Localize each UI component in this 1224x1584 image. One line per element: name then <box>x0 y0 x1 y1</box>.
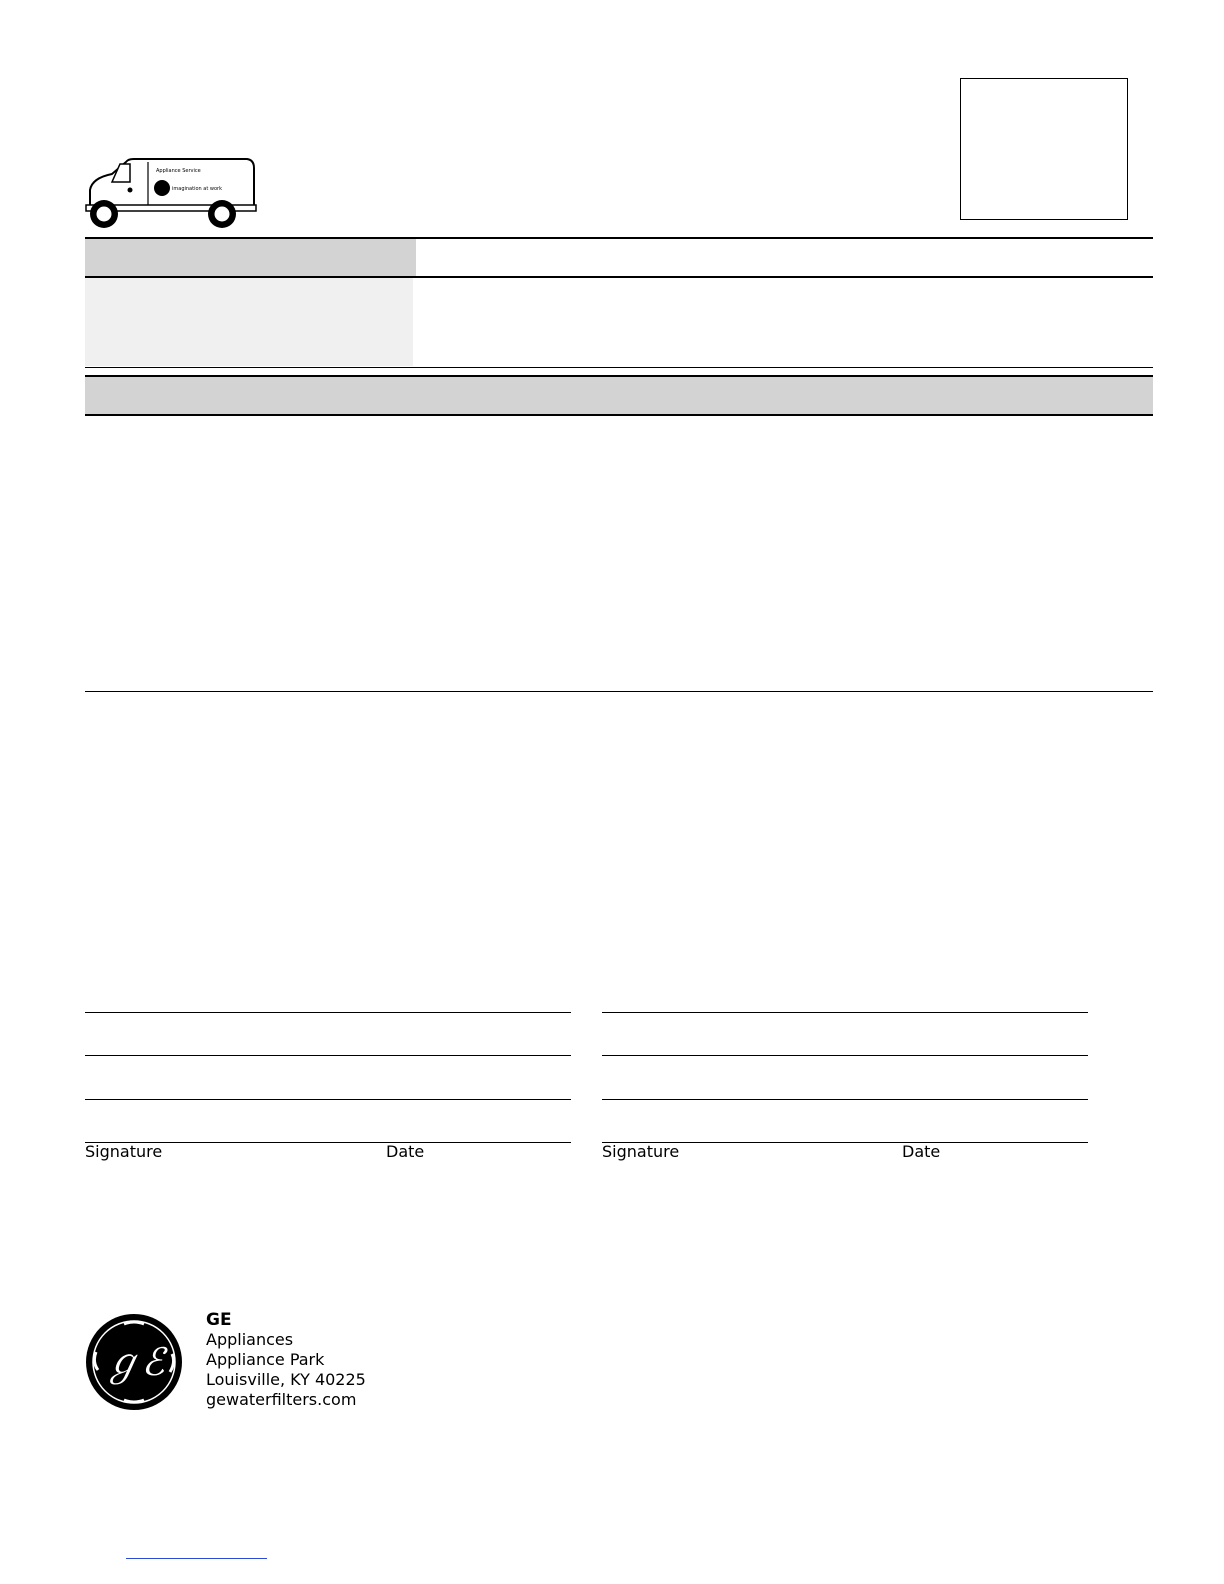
section-rule-bottom <box>85 414 1153 416</box>
left-line-2 <box>85 1055 571 1056</box>
right-line-2 <box>602 1055 1088 1056</box>
section-rule-thin <box>85 367 1153 368</box>
right-signature-label: Signature <box>602 1142 680 1161</box>
ge-logo-icon <box>84 1312 184 1412</box>
info-band-label <box>85 278 413 366</box>
left-line-1 <box>85 1012 571 1013</box>
content-divider <box>85 691 1153 692</box>
footer-company: GE <box>206 1310 232 1330</box>
right-date-label: Date <box>902 1142 941 1161</box>
left-signature-label: Signature <box>85 1142 163 1161</box>
right-line-3 <box>602 1099 1088 1100</box>
footer-address-line1: Appliance Park <box>206 1350 325 1369</box>
service-van-icon <box>82 150 262 234</box>
van-side-text: Appliance Service <box>156 168 201 174</box>
left-date-label: Date <box>386 1142 425 1161</box>
footer-division: Appliances <box>206 1330 294 1349</box>
bottom-link-underline[interactable] <box>126 1558 267 1559</box>
footer-address-line2: Louisville, KY 40225 <box>206 1370 366 1389</box>
left-line-3 <box>85 1099 571 1100</box>
svg-text:ℊℰ: ℊℰ <box>103 1340 165 1384</box>
label-placeholder-box <box>960 78 1128 220</box>
header-band-label <box>85 239 416 276</box>
right-line-1 <box>602 1012 1088 1013</box>
van-tagline: imagination at work <box>172 186 222 192</box>
section-band <box>85 377 1153 414</box>
footer-website[interactable]: gewaterfilters.com <box>206 1390 357 1409</box>
